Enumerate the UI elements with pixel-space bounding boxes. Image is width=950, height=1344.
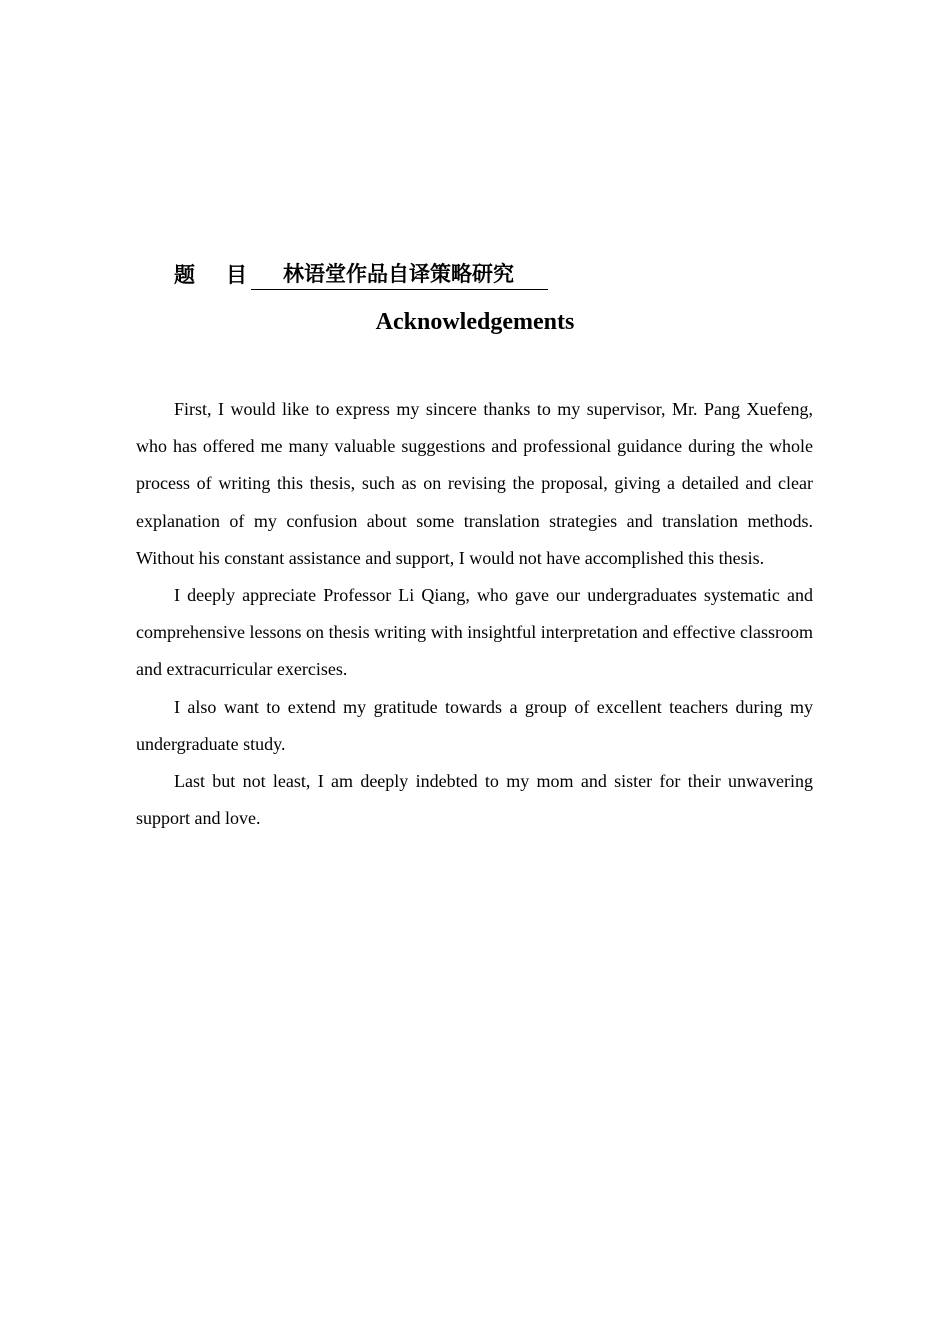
title-label-char-2: 目 — [226, 263, 247, 287]
paragraph-teachers: I also want to extend my gratitude towards a group of excellent teachers during my undergraduate study. — [136, 696, 813, 754]
thesis-title-line — [174, 256, 548, 290]
thesis-title-value: 林语堂作品自译策略研究 — [251, 259, 548, 290]
paragraph-professor: I deeply appreciate Professor Li Qiang, who gave our undergraduates systematic and comprehensive lessons on thesis writing with insightful interpretation and effective classroom and extracurricular exercises. — [136, 585, 813, 680]
acknowledgements-heading: Acknowledgements — [375, 309, 575, 335]
title-label-char-1: 题 — [174, 263, 195, 287]
acknowledgements-body — [136, 391, 813, 837]
paragraph-supervisor: First, I would like to express my sincere thanks to my supervisor, Mr. Pang Xuefeng, who has offered me many valuable suggestions and professional guidance during the whole process of writing this thesis, such as on revising the proposal, giving a detailed and clear explanation of my confusion about some translation strategies and translation methods. Without his constant assistance and support, I would not have accomplished this thesis. — [136, 399, 813, 568]
paragraph-family: Last but not least, I am deeply indebted to my mom and sister for their unwavering support and love. — [136, 771, 813, 829]
thesis-title-label — [174, 260, 247, 290]
